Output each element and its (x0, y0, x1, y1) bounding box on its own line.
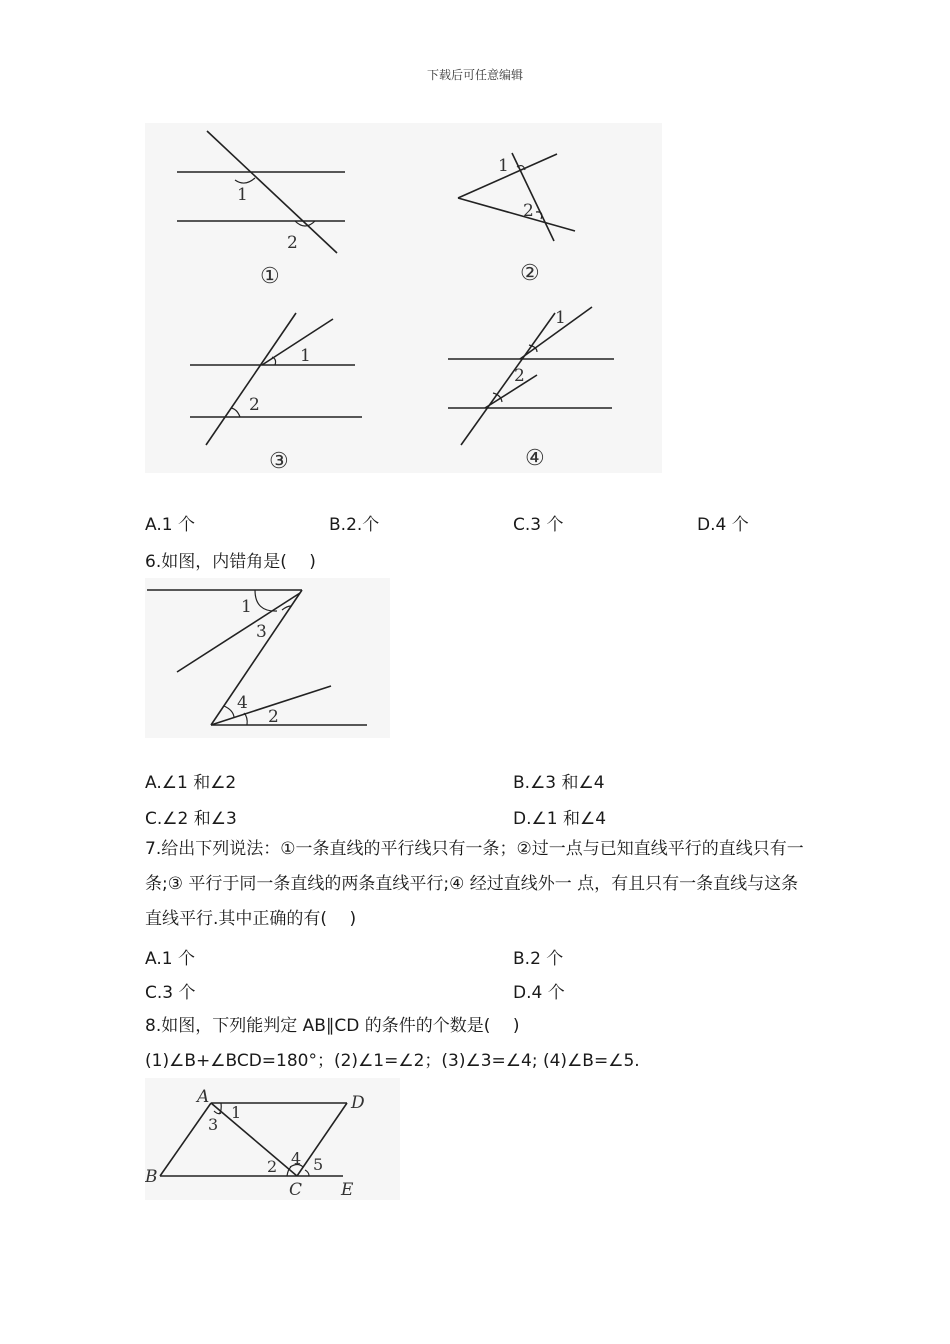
q6-figure (145, 578, 390, 738)
fig4-caption: ④ (525, 446, 545, 471)
subfigure-1 (177, 131, 345, 289)
q6-angle-1-label: 1 (241, 597, 252, 617)
fig2-caption: ② (520, 261, 540, 286)
fig3-caption: ③ (269, 449, 289, 473)
q8-point-E: E (341, 1180, 354, 1200)
subfigure-4 (448, 307, 614, 471)
q8-angle-1-label: 1 (231, 1103, 242, 1122)
fig2-angle-1-label: 1 (498, 156, 509, 176)
q7-option-b: B.2 个 (513, 949, 564, 969)
q8-point-D: D (351, 1093, 365, 1113)
fig2-angle-2-label: 2 (523, 201, 534, 221)
fig4-angle-2-label: 2 (514, 366, 525, 386)
q6-option-b: B.∠3 和∠4 (513, 773, 605, 793)
q8-point-A: A (197, 1087, 210, 1107)
q8-point-C: C (289, 1180, 303, 1200)
q6-angle-2-label: 2 (268, 707, 279, 727)
fig1-angle-1-label: 1 (237, 185, 248, 205)
q6-option-d: D.∠1 和∠4 (513, 809, 607, 829)
q7-option-a: A.1 个 (145, 949, 195, 969)
q6-angle-4-label: 4 (237, 693, 248, 713)
q6-stem: 6.如图，内错角是( ) (145, 552, 316, 572)
q8-angle-2-label: 2 (267, 1157, 278, 1176)
subfigure-2 (458, 153, 575, 286)
q8-angle-4-label: 4 (291, 1149, 302, 1168)
q5-figure (145, 123, 662, 473)
q8-stem: 8.如图，下列能判定 AB∥CD 的条件的个数是( ) (145, 1016, 520, 1036)
fig1-caption: ① (260, 264, 280, 289)
q7-option-c: C.3 个 (145, 983, 196, 1003)
fig3-angle-1-label: 1 (300, 346, 311, 366)
q6-option-c: C.∠2 和∠3 (145, 809, 237, 829)
fig3-angle-2-label: 2 (249, 395, 260, 415)
q8-angle-5-label: 5 (313, 1155, 324, 1174)
q7-stem: 7.给出下列说法：①一条直线的平行线只有一条；②过一点与已知直线平行的直线只有一条;③ 平行于同一条直线的两条直线平行;④ 经过直线外一 点，有且只有一条直线与这条直线平行.其中正确的有( ) (145, 839, 804, 929)
q5-option-a: A.1 个 (145, 515, 195, 535)
q6-angle-3-label: 3 (256, 622, 267, 642)
q8-point-B: B (145, 1167, 158, 1187)
fig1-angle-2-label: 2 (287, 233, 298, 253)
q8-angle-3-label: 3 (208, 1115, 219, 1134)
q5-option-d: D.4 个 (697, 515, 749, 535)
subfigure-3 (190, 313, 362, 473)
page-header: 下载后可任意编辑 (426, 68, 523, 82)
q7-option-d: D.4 个 (513, 983, 565, 1003)
q5-option-b: B.2.个 (329, 515, 380, 535)
q8-conditions: (1)∠B+∠BCD=180°；(2)∠1=∠2；(3)∠3=∠4; (4)∠B=∠5. (145, 1051, 640, 1071)
q5-option-c: C.3 个 (513, 515, 564, 535)
q8-figure (145, 1078, 400, 1200)
q6-option-a: A.∠1 和∠2 (145, 773, 237, 793)
fig4-angle-1-label: 1 (555, 308, 566, 328)
